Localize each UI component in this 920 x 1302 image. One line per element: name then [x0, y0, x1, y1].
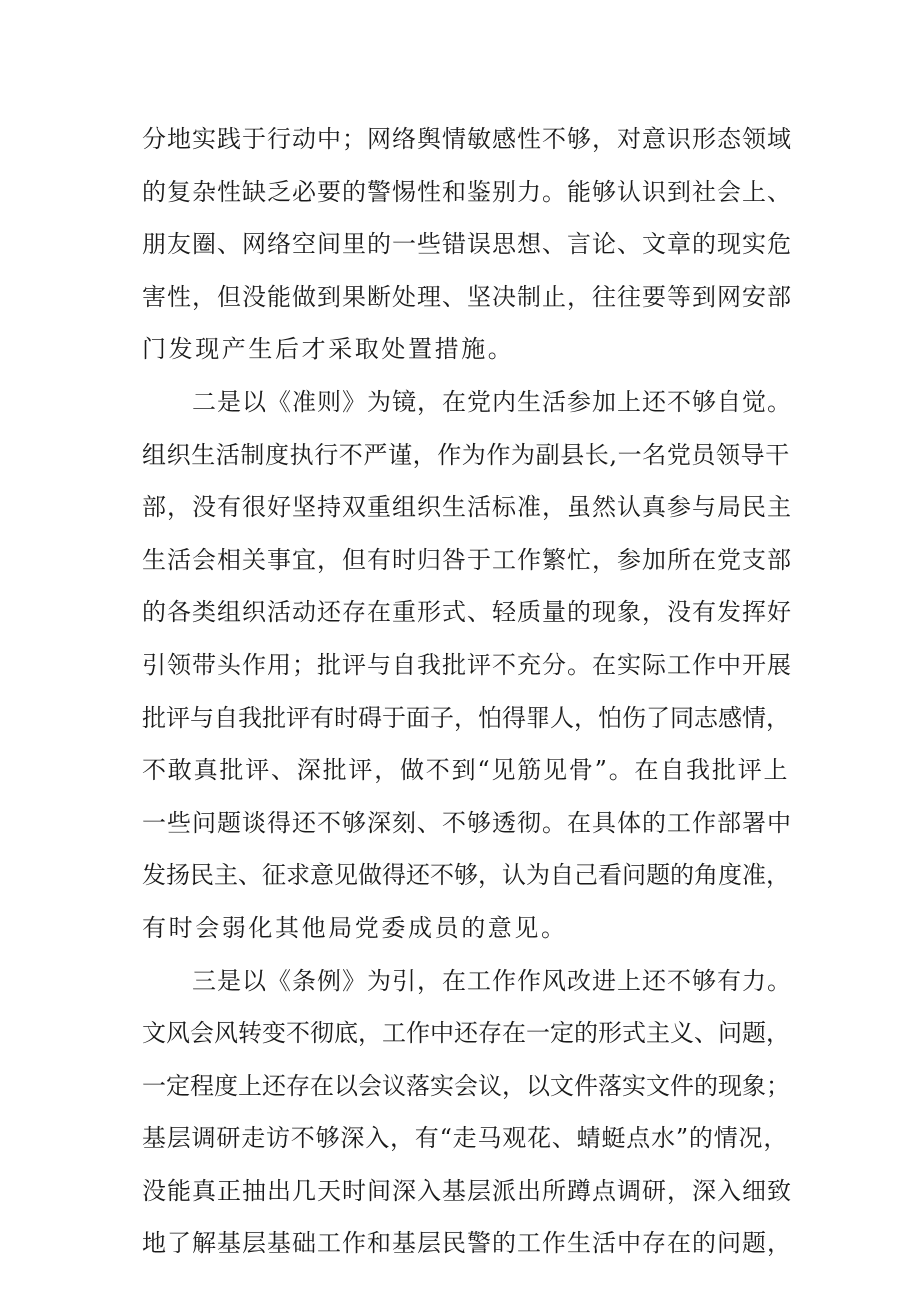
- paragraph-2-heading-line: 二是以《准则》为镜，在党内生活参加上还不够自觉。: [192, 387, 792, 416]
- text-line-13: 不敢真批评、深批评，做不到“见筋见骨”。在自我批评上: [142, 756, 790, 785]
- text-line-2: 的复杂性缺乏必要的警惕性和鉴别力。能够认识到社会上、: [142, 177, 792, 206]
- text-line-4: 害性，但没能做到果断处理、坚决制止，往往要等到网安部: [142, 282, 792, 311]
- text-line-7: 组织生活制度执行不严谨，作为作为副县长,一名党员领导干: [142, 440, 790, 469]
- text-line-18: 文风会风转变不彻底，工作中还存在一定的形式主义、问题，: [142, 1019, 790, 1048]
- text-line-11: 引领带头作用；批评与自我批评不充分。在实际工作中开展: [142, 650, 792, 679]
- document-body: [142, 113, 792, 1270]
- text-line-12: 批评与自我批评有时碍于面子，怕得罪人，怕伤了同志感情，: [142, 703, 790, 732]
- paragraph-3-heading-line: 三是以《条例》为引，在工作作风改进上还不够有力。: [192, 966, 792, 995]
- text-line-21: 没能真正抽出几天时间深入基层派出所蹲点调研，深入细致: [142, 1176, 792, 1205]
- text-line-14: 一些问题谈得还不够深刻、不够透彻。在具体的工作部署中: [142, 808, 792, 837]
- text-line-10: 的各类组织活动还存在重形式、轻质量的现象，没有发挥好: [142, 598, 792, 627]
- text-line-3: 朋友圈、网络空间里的一些错误思想、言论、文章的现实危: [142, 230, 792, 259]
- text-line-15: 发扬民主、征求意见做得还不够，认为自己看问题的角度准，: [142, 861, 790, 890]
- text-line-22: 地了解基层基础工作和基层民警的工作生活中存在的问题，: [142, 1229, 792, 1258]
- text-line-5: 门发现产生后才采取处置措施。: [142, 335, 515, 364]
- text-line-1: 分地实践于行动中；网络舆情敏感性不够，对意识形态领域: [142, 125, 792, 153]
- text-line-20: 基层调研走访不够深入，有“走马观花、蜻蜓点水”的情况，: [142, 1124, 789, 1153]
- text-line-8: 部，没有很好坚持双重组织生活标准，虽然认真参与局民主: [142, 493, 792, 522]
- text-line-9: 生活会相关事宜，但有时归咎于工作繁忙，参加所在党支部: [142, 545, 792, 574]
- text-line-16: 有时会弱化其他局党委成员的意见。: [142, 913, 568, 942]
- text-line-19: 一定程度上还存在以会议落实会议，以文件落实文件的现象；: [142, 1071, 790, 1100]
